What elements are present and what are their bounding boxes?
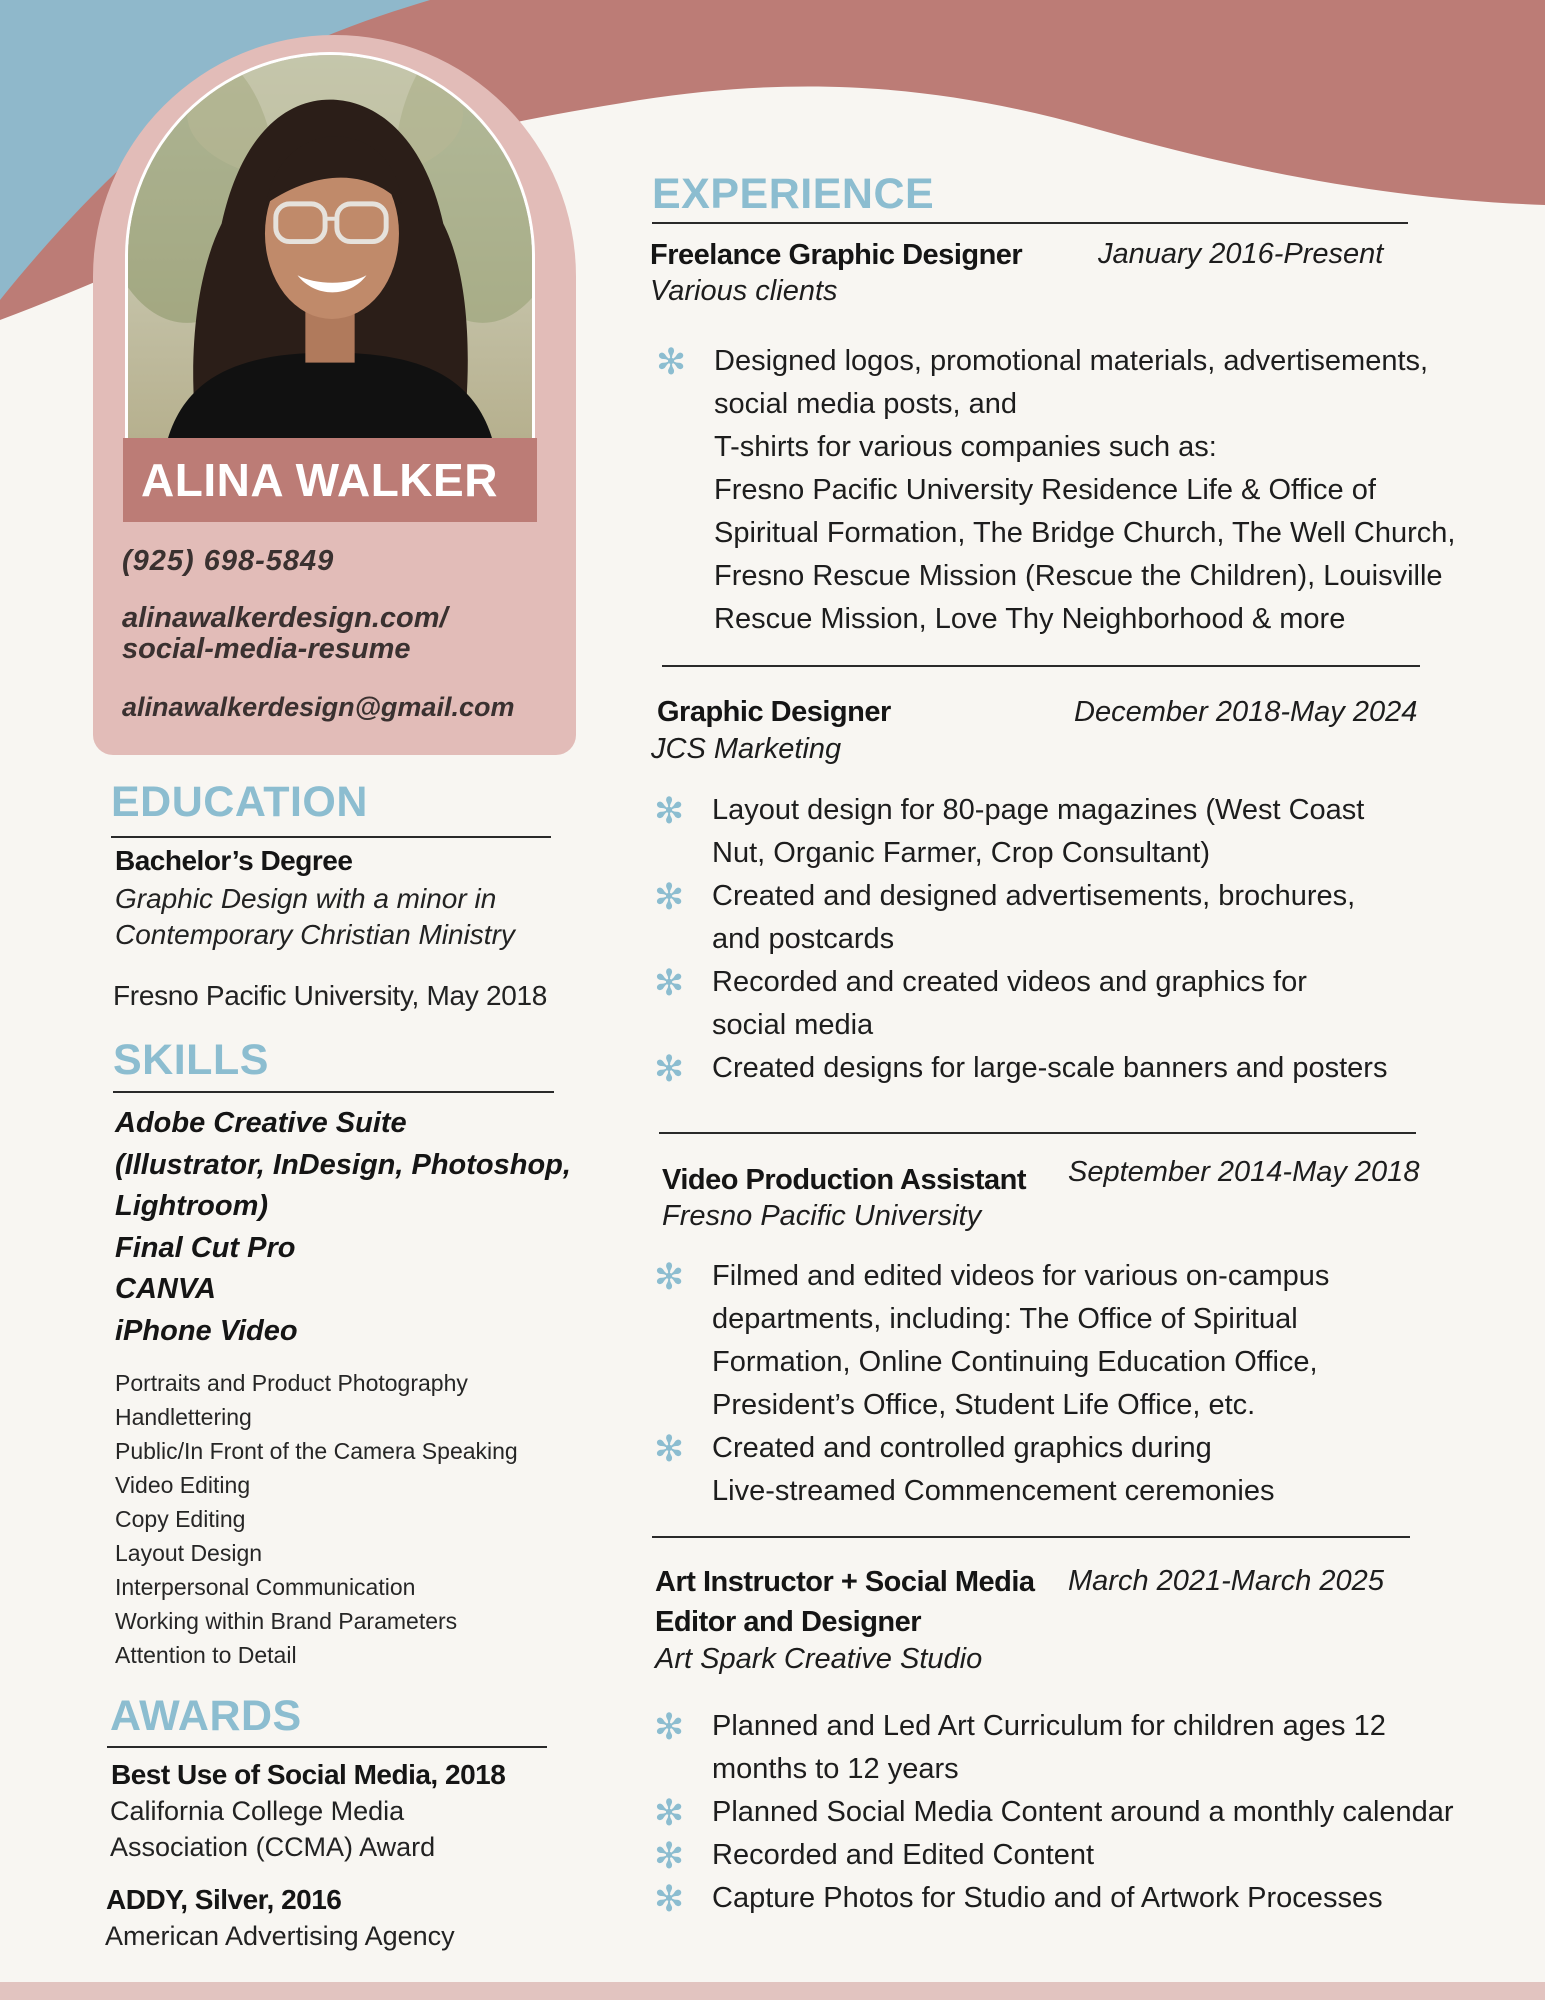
education-heading: EDUCATION	[111, 778, 368, 826]
awards-rule	[107, 1746, 547, 1748]
name-banner	[123, 438, 537, 522]
skill-item: Layout Design	[115, 1540, 263, 1566]
asterisk-icon: ✻	[654, 1878, 685, 1919]
bullet-line: months to 12 years	[712, 1753, 959, 1785]
list-item	[654, 875, 1504, 961]
secondary-skills-list	[115, 1366, 518, 1672]
skills-heading: SKILLS	[113, 1036, 269, 1084]
bullet-line: Planned Social Media Content around a monthly calendar	[712, 1796, 1454, 1828]
skill-item: Lightroom)	[115, 1190, 269, 1222]
asterisk-icon: ✻	[654, 790, 685, 831]
award-title: ADDY, Silver, 2016	[106, 1884, 342, 1915]
bullet-line: Designed logos, promotional materials, advertisements,	[714, 345, 1429, 377]
list-item	[654, 1427, 1504, 1513]
job-title: Video Production Assistant	[662, 1164, 1027, 1196]
bullet-line: Recorded and Edited Content	[712, 1839, 1095, 1871]
bullet-line: Created and controlled graphics during	[712, 1432, 1212, 1464]
bullet-line: Fresno Rescue Mission (Rescue the Children), Louisville	[714, 560, 1443, 592]
asterisk-icon: ✻	[654, 962, 685, 1003]
job-dates: January 2016-Present	[1098, 238, 1384, 270]
award-org-line-2: Association (CCMA) Award	[110, 1832, 436, 1862]
bullet-line: Planned and Led Art Curriculum for children ages 12	[712, 1710, 1386, 1742]
skill-item: Handlettering	[115, 1404, 252, 1430]
job-bullets	[656, 340, 1506, 641]
job-title-line-2: Editor and Designer	[655, 1606, 922, 1638]
education-rule	[111, 836, 551, 838]
skill-item: (Illustrator, InDesign, Photoshop,	[115, 1148, 571, 1181]
job-title-line-1: Art Instructor + Social Media	[655, 1566, 1035, 1598]
asterisk-icon: ✻	[654, 876, 685, 917]
bullet-line: departments, including: The Office of Spiritual	[712, 1303, 1298, 1335]
list-item	[654, 961, 1504, 1047]
asterisk-icon: ✻	[654, 1835, 685, 1876]
job-dates: March 2021-March 2025	[1068, 1565, 1384, 1597]
bullet-line: Rescue Mission, Love Thy Neighborhood & more	[714, 603, 1346, 635]
asterisk-icon: ✻	[654, 1048, 685, 1089]
award-org-line-1: American Advertising Agency	[105, 1921, 455, 1951]
skills-rule	[113, 1091, 554, 1093]
asterisk-icon: ✻	[654, 1792, 685, 1833]
bullet-line: Created designs for large-scale banners and posters	[712, 1052, 1388, 1084]
skill-item: CANVA	[115, 1273, 216, 1305]
list-item	[654, 1047, 1504, 1090]
job-divider	[662, 665, 1420, 667]
bullet-line: T-shirts for various companies such as:	[714, 431, 1217, 463]
job-company: Various clients	[650, 275, 838, 307]
job-bullets	[654, 1705, 1534, 1920]
degree-major-line-1: Graphic Design with a minor in	[115, 883, 497, 914]
job-title: Graphic Designer	[657, 696, 891, 728]
bullet-line: social media	[712, 1009, 874, 1041]
list-item	[654, 1255, 1504, 1427]
school-name: Fresno Pacific University, May 2018	[113, 980, 548, 1011]
asterisk-icon: ✻	[654, 1706, 685, 1747]
job-company: Fresno Pacific University	[662, 1200, 982, 1232]
job-title	[655, 1562, 1035, 1642]
degree-title: Bachelor’s Degree	[115, 845, 353, 876]
list-item	[656, 340, 1506, 641]
portrait-photo	[125, 52, 535, 440]
awards-heading: AWARDS	[110, 1692, 302, 1740]
job-dates: December 2018-May 2024	[1074, 696, 1418, 728]
skill-item: Interpersonal Communication	[115, 1574, 416, 1600]
award-title: Best Use of Social Media, 2018	[111, 1759, 506, 1790]
bullet-line: Spiritual Formation, The Bridge Church, The Well Church,	[714, 517, 1456, 549]
degree-major	[115, 881, 515, 953]
list-item	[654, 1834, 1534, 1877]
list-item	[654, 1705, 1534, 1791]
bullet-line: Recorded and created videos and graphics for	[712, 966, 1307, 998]
full-name: ALINA WALKER	[141, 454, 498, 506]
degree-major-line-2: Contemporary Christian Ministry	[115, 919, 515, 950]
job-company: JCS Marketing	[651, 733, 842, 765]
bullet-line: Fresno Pacific University Residence Life & Office of	[714, 474, 1376, 506]
job-divider	[659, 1132, 1416, 1134]
job-bullets	[654, 789, 1504, 1090]
asterisk-icon: ✻	[654, 1256, 685, 1297]
skill-item: Working within Brand Parameters	[115, 1608, 458, 1634]
award-organization	[105, 1918, 455, 1954]
list-item	[654, 1791, 1534, 1834]
bullet-line: Created and designed advertisements, brochures,	[712, 880, 1356, 912]
job-title: Freelance Graphic Designer	[650, 239, 1023, 271]
skill-item: Attention to Detail	[115, 1642, 297, 1668]
email-link[interactable]: alinawalkerdesign@gmail.com	[122, 692, 515, 722]
bullet-line: Capture Photos for Studio and of Artwork Processes	[712, 1882, 1383, 1914]
award-org-line-1: California College Media	[110, 1796, 405, 1826]
website-line-1: alinawalkerdesign.com/	[122, 602, 448, 634]
skill-item: Adobe Creative Suite	[115, 1107, 407, 1139]
bottom-strip	[0, 1982, 1545, 2000]
skill-item: Portraits and Product Photography	[115, 1370, 468, 1396]
job-company: Art Spark Creative Studio	[655, 1643, 983, 1675]
website-line-2: social-media-resume	[122, 633, 411, 665]
bullet-line: Layout design for 80-page magazines (West Coast	[712, 794, 1365, 826]
bullet-line: Live-streamed Commencement ceremonies	[712, 1475, 1275, 1507]
bullet-line: and postcards	[712, 923, 895, 955]
list-item	[654, 789, 1504, 875]
bullet-line: Nut, Organic Farmer, Crop Consultant)	[712, 837, 1211, 869]
website-link[interactable]	[122, 603, 542, 665]
skill-item: Final Cut Pro	[115, 1231, 296, 1264]
bullet-line: President’s Office, Student Life Office, etc.	[712, 1389, 1256, 1421]
bullet-line: Filmed and edited videos for various on-campus	[712, 1260, 1330, 1292]
bullet-line: social media posts, and	[714, 388, 1018, 420]
list-item	[654, 1877, 1534, 1920]
asterisk-icon: ✻	[654, 1428, 685, 1469]
skill-item: iPhone Video	[115, 1314, 298, 1347]
asterisk-icon: ✻	[656, 341, 687, 382]
experience-rule	[652, 222, 1408, 224]
phone-number[interactable]: (925) 698-5849	[122, 545, 335, 577]
skill-item: Copy Editing	[115, 1506, 246, 1532]
skill-item: Video Editing	[115, 1472, 251, 1498]
bullet-line: Formation, Online Continuing Education Office,	[712, 1346, 1318, 1378]
award-organization	[110, 1793, 435, 1865]
job-divider	[652, 1536, 1410, 1538]
primary-skills-list	[115, 1103, 575, 1352]
job-dates: September 2014-May 2018	[1068, 1156, 1420, 1188]
skill-item: Public/In Front of the Camera Speaking	[115, 1438, 518, 1464]
experience-heading: EXPERIENCE	[652, 170, 935, 218]
job-bullets	[654, 1255, 1504, 1513]
